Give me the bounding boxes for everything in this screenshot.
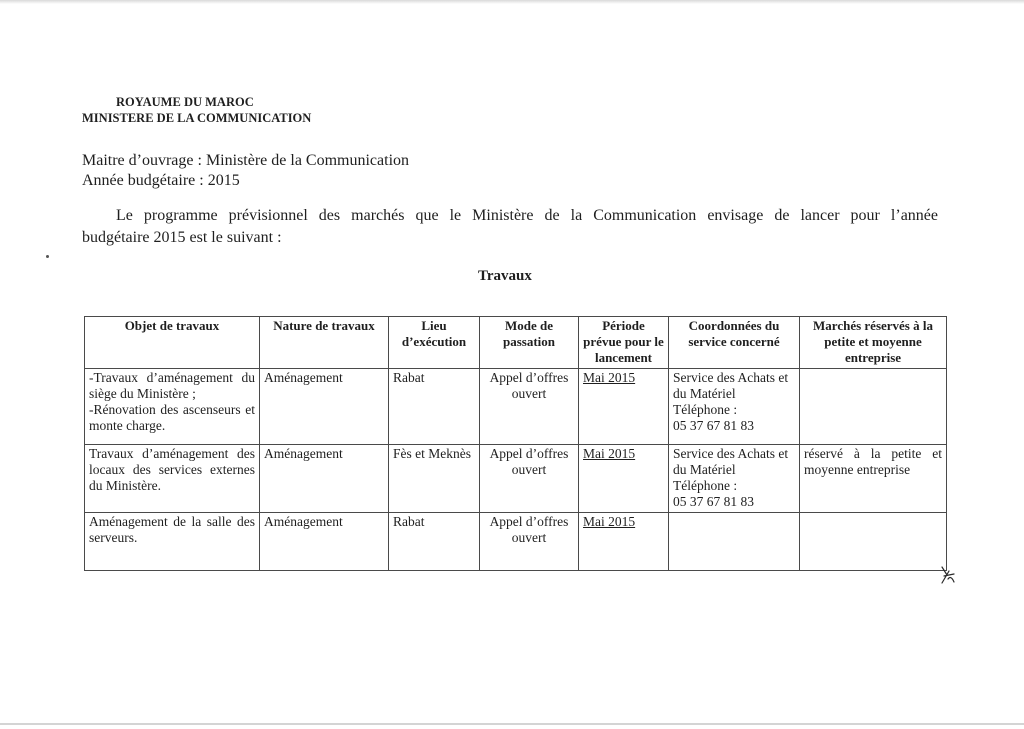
- works-table: [84, 316, 947, 571]
- col-header-objet: Objet de travaux: [85, 317, 260, 369]
- cell-objet: -Travaux d’aménagement du siège du Ministère ; -Rénovation des ascenseurs et monte charge.: [85, 369, 260, 445]
- table-header-row: [85, 317, 947, 369]
- cell-lieu: Fès et Meknès: [389, 445, 480, 513]
- ministry-line: MINISTERE DE LA COMMUNICATION: [82, 111, 312, 125]
- cell-coordonnees: Service des Achats et du Matériel Téléphone : 05 37 67 81 83: [669, 369, 800, 445]
- cell-objet: Aménagement de la salle des serveurs.: [85, 513, 260, 571]
- scan-speck: [46, 255, 49, 258]
- col-header-coordonnees: Coordonnées du service concerné: [669, 317, 800, 369]
- cell-reserve: réservé à la petite et moyenne entreprise: [800, 445, 947, 513]
- cell-nature: Aménagement: [260, 513, 389, 571]
- scan-edge-bottom: [0, 723, 1024, 725]
- owner-block: [82, 151, 409, 191]
- cell-lieu: Rabat: [389, 369, 480, 445]
- intro-line-2: budgétaire 2015 est le suivant :: [82, 229, 282, 246]
- intro-line-1: Le programme prévisionnel des marchés que le Ministère de la Communication envisage de lancer pour l’année: [116, 207, 938, 224]
- table-row: [85, 513, 947, 571]
- cell-periode: [579, 513, 669, 571]
- periode-text: Mai 2015: [583, 370, 636, 385]
- cell-nature: Aménagement: [260, 369, 389, 445]
- initials-signature-icon: [936, 563, 960, 587]
- scan-edge-top: [0, 0, 1024, 4]
- col-header-mode: Mode de passation: [480, 317, 579, 369]
- intro-paragraph: [82, 205, 938, 249]
- col-header-periode: Période prévue pour le lancement: [579, 317, 669, 369]
- cell-nature: Aménagement: [260, 445, 389, 513]
- cell-coordonnees: Service des Achats et du Matériel Téléphone : 05 37 67 81 83: [669, 445, 800, 513]
- cell-periode: [579, 369, 669, 445]
- periode-text: Mai 2015: [583, 446, 636, 461]
- periode-text: Mai 2015: [583, 514, 636, 529]
- col-header-lieu: Lieu d’exécution: [389, 317, 480, 369]
- cell-coordonnees: [669, 513, 800, 571]
- cell-reserve: [800, 513, 947, 571]
- table-row: [85, 445, 947, 513]
- section-title: Travaux: [478, 268, 532, 284]
- cell-mode: Appel d’offres ouvert: [480, 445, 579, 513]
- cell-reserve: [800, 369, 947, 445]
- cell-objet: Travaux d’aménagement des locaux des services externes du Ministère.: [85, 445, 260, 513]
- cell-periode: [579, 445, 669, 513]
- budget-year-line: Année budgétaire : 2015: [82, 172, 240, 189]
- cell-lieu: Rabat: [389, 513, 480, 571]
- kingdom-line: ROYAUME DU MAROC: [116, 95, 254, 109]
- owner-line: Maitre d’ouvrage : Ministère de la Communication: [82, 152, 410, 169]
- col-header-reserve: Marchés réservés à la petite et moyenne entreprise: [800, 317, 947, 369]
- ministry-header: [82, 94, 311, 126]
- col-header-nature: Nature de travaux: [260, 317, 389, 369]
- cell-mode: Appel d’offres ouvert: [480, 369, 579, 445]
- cell-mode: Appel d’offres ouvert: [480, 513, 579, 571]
- table-row: [85, 369, 947, 445]
